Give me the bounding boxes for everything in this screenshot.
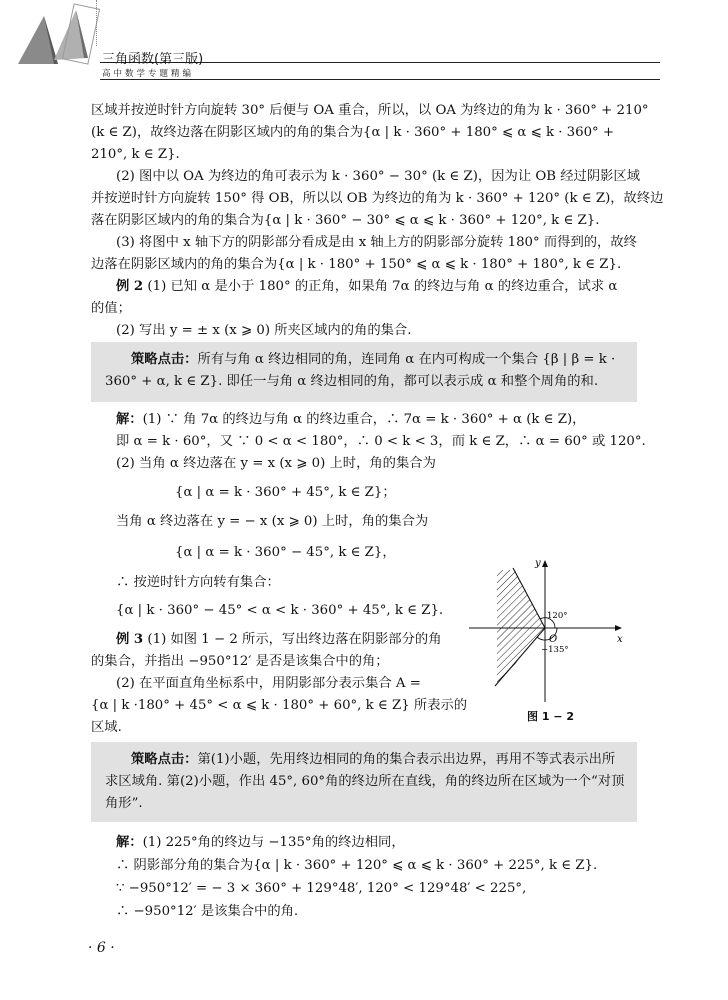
page-number: · 6 · bbox=[88, 940, 115, 956]
example-label: 例 2 bbox=[116, 279, 144, 294]
text-line: ∴ 按逆时针方向转有集合： bbox=[116, 575, 280, 590]
text-line: ∵ −950°12′ = − 3 × 360° + 129°48′, 120° < 129°48′ < 225°, bbox=[116, 881, 527, 896]
formula-line: {α | α = k · 360° + 45°, k ∈ Z}； bbox=[175, 485, 396, 500]
text-line: 落在阴影区域内的角的集合为{α | k · 360° − 30° ⩽ α ⩽ k · 360° + 120°, k ∈ Z}. bbox=[91, 213, 600, 228]
hint-line: 360° + α, k ∈ Z}. 即任一与角 α 终边相同的角，都可以表示成 α 和整个周角的和. bbox=[105, 374, 599, 389]
text-line: (2) 写出 y = ± x (x ⩾ 0) 所夹区域内的角的集合. bbox=[116, 323, 412, 338]
text-line: ∴ 阴影部分角的集合为{α | k · 360° + 120° ⩽ α ⩽ k · 360° + 225°, k ∈ Z}. bbox=[116, 858, 598, 873]
text-line: 当角 α 终边落在 y = − x (x ⩾ 0) 上时，角的集合为 bbox=[116, 514, 429, 529]
y-axis-label: y bbox=[535, 558, 541, 569]
strategy-hint-box bbox=[91, 742, 637, 822]
solution-text: (1) ∵ 角 7α 的终边与角 α 的终边重合，∴ 7α = k · 360° + α (k ∈ Z)， bbox=[142, 412, 586, 427]
text-line: 即 α = k · 60°，又 ∵ 0 < α < 180°，∴ 0 < k < 3，而 k ∈ Z，∴ α = 60° 或 120°. bbox=[116, 434, 646, 449]
book-title: 三角函数(第三版) bbox=[102, 52, 204, 67]
hint-line: 求区域角. 第(2)小题，作出 45°, 60°角的终边所在直线，角的终边所在区域为一个“对顶 bbox=[105, 774, 625, 789]
origin-label: O bbox=[549, 634, 558, 645]
example-text: (1) 如图 1 − 2 所示，写出终边落在阴影部分的角 bbox=[147, 632, 442, 647]
text-line: (3) 将图中 x 轴下方的阴影部分看成是由 x 轴上方的阴影部分旋转 180° 而得到的，故终 bbox=[116, 235, 637, 250]
example-label: 例 3 bbox=[116, 632, 144, 647]
series-title: 高中数学专题精编 bbox=[102, 69, 195, 79]
hint-label: 策略点击： bbox=[131, 352, 198, 367]
page-header bbox=[0, 0, 728, 80]
hint-text: 第(1)小题，先用终边相同的角的集合表示出边界，再用不等式表示出所 bbox=[197, 752, 616, 767]
x-axis-label: x bbox=[617, 634, 623, 645]
figure-caption: 图 1 − 2 bbox=[527, 710, 575, 723]
text-line: 并按逆时针方向旋转 150° 得 OB，所以以 OB 为终边的角为 k · 360° + 120° (k ∈ Z)，故终边 bbox=[91, 191, 664, 206]
angle-label-neg-135: −135° bbox=[541, 645, 569, 655]
text-line: 区域. bbox=[91, 720, 122, 735]
formula-line: {α | α = k · 360° − 45°, k ∈ Z}， bbox=[175, 545, 396, 560]
angle-label-120: 120° bbox=[547, 611, 568, 621]
text-line: 边落在阴影区域内的角的集合为{α | k · 180° + 150° ⩽ α ⩽ k · 180° + 180°, k ∈ Z}. bbox=[91, 257, 622, 272]
text-line: 的集合，并指出 −950°12′ 是否是该集合中的角； bbox=[91, 654, 389, 669]
solution-label: 解： bbox=[116, 835, 143, 850]
hint-label: 策略点击： bbox=[131, 752, 198, 767]
text-line: {α | k ·180° + 45° < α ⩽ k · 180° + 60°, k ∈ Z} 所表示的 bbox=[91, 698, 468, 713]
hint-line bbox=[131, 350, 615, 370]
header-rule-bottom bbox=[100, 79, 660, 80]
figure-1-2 bbox=[467, 556, 627, 706]
solution-2 bbox=[116, 410, 585, 430]
hint-line: 角形”. bbox=[105, 796, 143, 811]
hint-text: 所有与角 α 终边相同的角，连同角 α 在内可构成一个集合 {β | β = k · bbox=[197, 352, 616, 367]
solution-text: (1) 225°角的终边与 −135°角的终边相同， bbox=[142, 835, 405, 850]
example-text: (1) 已知 α 是小于 180° 的正角，如果角 7α 的终边与角 α 的终边重合，试求 α bbox=[147, 279, 618, 294]
text-line: (2) 图中以 OA 为终边的角可表示为 k · 360° − 30° (k ∈ Z)，因为让 OB 经过阴影区域 bbox=[116, 169, 641, 184]
text-line: 210°, k ∈ Z}. bbox=[91, 147, 180, 162]
strategy-hint-box bbox=[91, 342, 637, 402]
text-line: (2) 在平面直角坐标系中，用阴影部分表示集合 A = bbox=[116, 676, 421, 691]
book-logo-icon bbox=[14, 2, 100, 72]
example-3 bbox=[116, 630, 442, 650]
hint-line bbox=[131, 750, 615, 770]
x-axis-arrow-icon bbox=[615, 625, 622, 631]
example-2 bbox=[116, 277, 617, 297]
text-line: ∴ −950°12′ 是该集合中的角. bbox=[116, 904, 299, 919]
solution-label: 解： bbox=[116, 412, 143, 427]
header-divider bbox=[96, 0, 99, 46]
formula-line: {α | k · 360° − 45° < α < k · 360° + 45°, k ∈ Z}. bbox=[116, 603, 444, 618]
text-line: (2) 当角 α 终边落在 y = x (x ⩾ 0) 上时，角的集合为 bbox=[116, 456, 436, 471]
text-line: 区域并按逆时针方向旋转 30° 后便与 OA 重合，所以，以 OA 为终边的角为 k · 360° + 210° bbox=[91, 103, 649, 118]
text-line: (k ∈ Z)，故终边落在阴影区域内的角的集合为{α | k · 360° + 180° ⩽ α ⩽ k · 360° + bbox=[91, 125, 615, 140]
solution-3 bbox=[116, 833, 405, 853]
text-line: 的值； bbox=[91, 301, 131, 316]
y-axis-arrow-icon bbox=[542, 560, 548, 567]
